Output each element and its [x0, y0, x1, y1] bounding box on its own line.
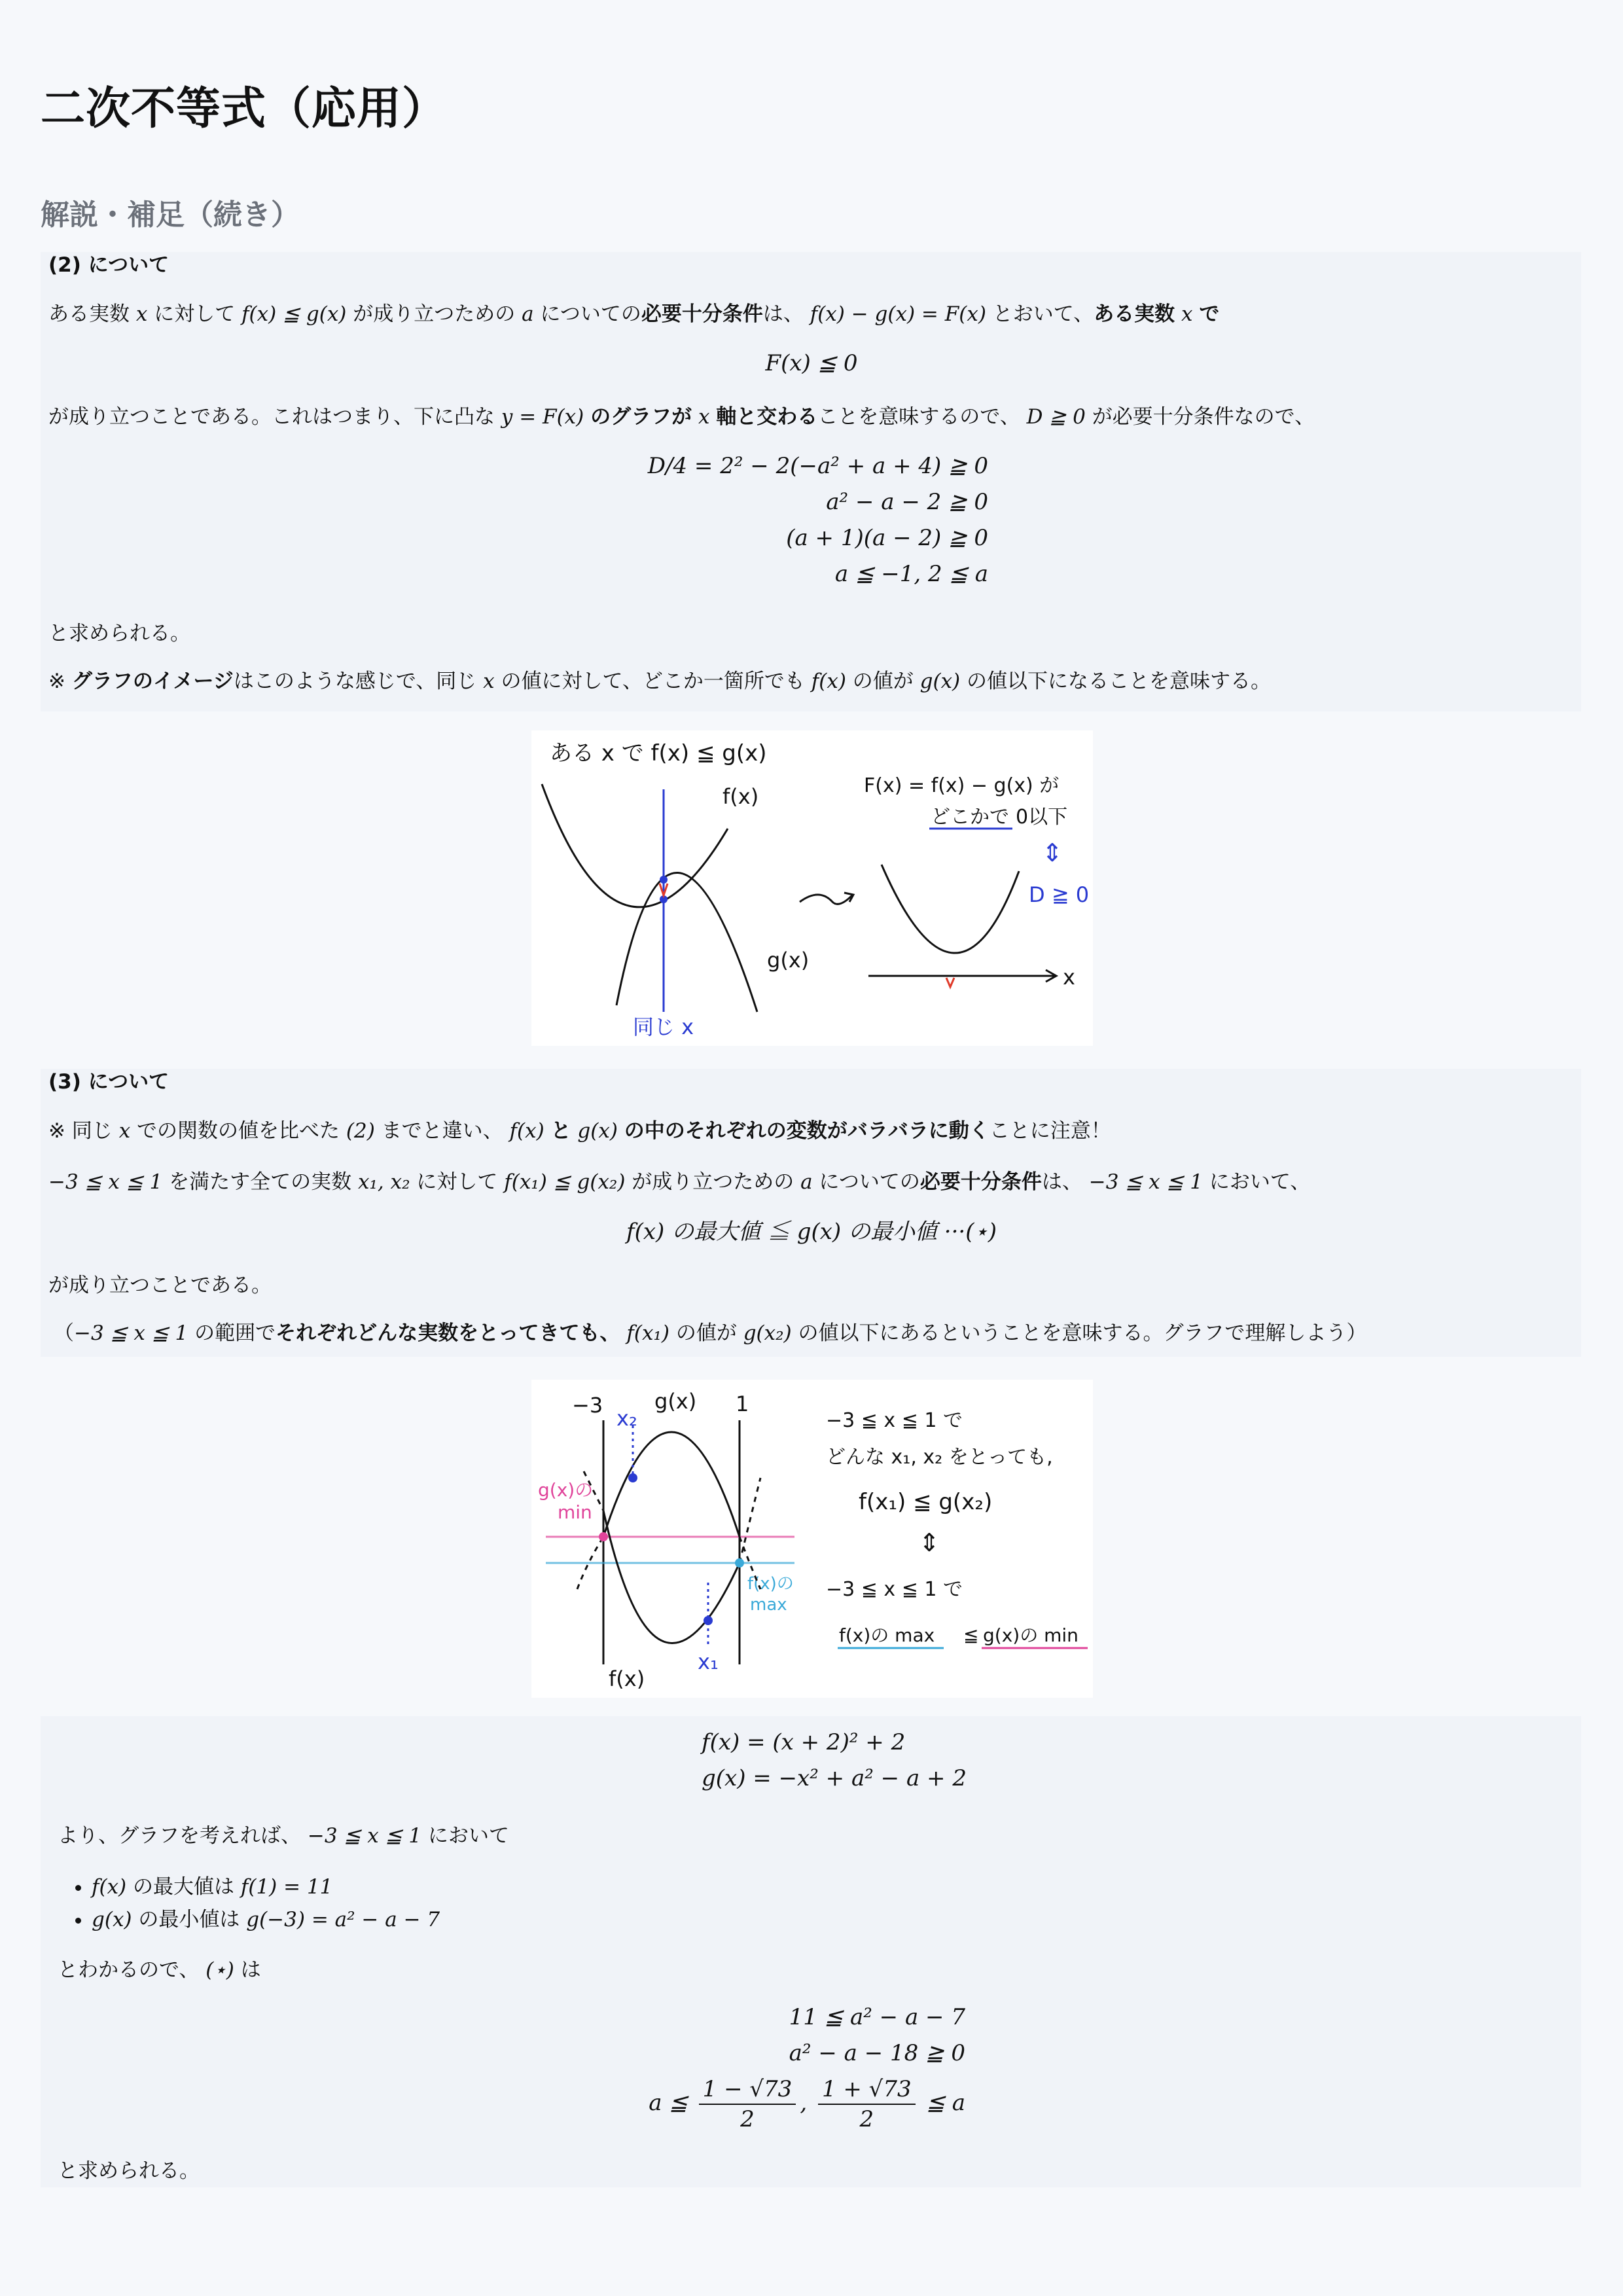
text: の最小値は	[138, 1908, 240, 1931]
display-equation: F(x) ≦ 0	[765, 350, 858, 376]
equation-line	[649, 2075, 965, 2134]
bold-text: のグラフが	[590, 405, 692, 429]
equation-line: a ≦ −1, 2 ≦ a	[834, 561, 988, 587]
denominator: 2	[740, 2106, 755, 2132]
bold-text: グラフのイメージ	[71, 670, 234, 693]
part2-heading: (2) について	[48, 253, 169, 277]
figure-label: D ≧ 0	[1029, 882, 1090, 907]
text: を満たす全ての実数	[169, 1170, 352, 1194]
figure-note: −3 ≦ x ≦ 1 で	[826, 1578, 963, 1601]
math: x₁, x₂	[358, 1170, 410, 1194]
text: において	[428, 1824, 509, 1848]
figure-note: −3 ≦ x ≦ 1 で	[826, 1409, 963, 1432]
part3-box	[41, 1069, 1581, 1357]
figure-note: どんな x₁, x₂ をとっても,	[826, 1446, 1053, 1469]
text: ※	[48, 670, 65, 693]
bold-text: 軸と交わる	[716, 405, 818, 429]
figure-label: f(x)の	[747, 1574, 794, 1594]
math: −3 ≦ x ≦ 1	[74, 1321, 188, 1345]
text: の値が	[675, 1321, 737, 1345]
point	[660, 876, 668, 884]
figure-label: min	[558, 1501, 592, 1523]
bold-text: 必要十分条件	[919, 1170, 1042, 1194]
text: ※ 同じ	[48, 1119, 113, 1143]
math: x	[483, 670, 495, 693]
denominator: 2	[859, 2106, 874, 2132]
x1-point	[704, 1616, 713, 1625]
equation-line: (a + 1)(a − 2) ≧ 0	[786, 525, 988, 551]
text: はこのような感じで、同じ	[233, 670, 477, 693]
figure-label: 0以下	[1016, 806, 1068, 829]
gx-curve	[616, 872, 757, 1012]
math: x	[698, 405, 710, 429]
text: ことに注意！	[989, 1119, 1111, 1143]
x2-point	[628, 1473, 637, 1482]
bold-text: それぞれどんな実数をとってきても、	[276, 1321, 620, 1345]
bold-text: の中のそれぞれの変数がバラバラに動く	[624, 1119, 990, 1143]
figure-label: f(x)	[609, 1666, 645, 1691]
result-list	[92, 1871, 440, 1936]
equation-line: 11 ≦ a² − a − 7	[789, 2004, 965, 2030]
part3-paragraph-4	[54, 1320, 1366, 1346]
math: ≦ a	[926, 2090, 965, 2116]
section-title: 解説・補足（続き）	[41, 198, 300, 232]
text: の値以下にあるということを意味する。グラフで理解しよう）	[798, 1321, 1367, 1345]
gmin-point	[599, 1532, 608, 1541]
math: (⋆)	[205, 1958, 234, 1982]
math: (2)	[346, 1119, 375, 1143]
equation-line: g(x) = −x² + a² − a + 2	[702, 1765, 967, 1791]
part2-paragraph-4	[48, 668, 1271, 694]
math: f(x) ≦ g(x)	[241, 302, 347, 326]
fmax-point	[735, 1558, 744, 1568]
numerator: 1 + √73	[818, 2075, 916, 2105]
part3b-paragraph-3: と求められる。	[58, 2159, 200, 2183]
math: D ≧ 0	[1026, 405, 1086, 429]
math: a	[800, 1170, 813, 1194]
transform-arrow	[800, 895, 852, 904]
numerator: 1 − √73	[699, 2075, 796, 2105]
math: −3 ≦ x ≦ 1	[307, 1824, 422, 1848]
text: についての	[540, 302, 641, 326]
figure-label: −3	[572, 1393, 603, 1418]
Fx-curve	[882, 865, 1019, 953]
figure-note: f(x₁) ≦ g(x₂)	[859, 1489, 993, 1515]
math: f(x)	[92, 1875, 127, 1899]
part3-heading: (3) について	[48, 1070, 169, 1094]
equation-line: a² − a − 18 ≧ 0	[789, 2040, 965, 2066]
bold-text: で	[1199, 302, 1220, 326]
list-item	[92, 1871, 440, 1903]
math: −3 ≦ x ≦ 1	[1088, 1170, 1204, 1194]
figure-label: g(x)	[654, 1389, 697, 1414]
equation-line: D/4 = 2² − 2(−a² + a + 4) ≧ 0	[647, 453, 988, 479]
equation-line: a² − a − 2 ≧ 0	[826, 489, 988, 515]
math: f(x₁) ≦ g(x₂)	[504, 1170, 626, 1194]
text: は、	[1041, 1170, 1082, 1194]
text: とおいて、	[992, 302, 1094, 326]
figure-note: f(x)の max	[839, 1624, 935, 1646]
figure-label: g(x)の	[538, 1479, 594, 1501]
math: −3 ≦ x ≦ 1	[48, 1170, 163, 1194]
figure-label: max	[750, 1595, 787, 1615]
figure-label: x	[1063, 965, 1075, 990]
math: g(x)	[919, 670, 961, 693]
math: y = F(x)	[501, 405, 584, 429]
fx-curve	[542, 784, 728, 907]
math: ,	[800, 2090, 808, 2116]
part3-paragraph-1	[48, 1118, 1111, 1144]
text: での関数の値を比べた	[137, 1119, 340, 1143]
figure-label: x₁	[698, 1649, 719, 1674]
math: f(x) − g(x) = F(x)	[810, 302, 986, 326]
figure-label: g(x)	[767, 948, 810, 973]
text: ことを意味するので、	[817, 405, 1020, 429]
math: g(−3) = a² − a − 7	[246, 1908, 440, 1931]
math: f(x)	[811, 670, 846, 693]
math: x	[118, 1119, 131, 1143]
text: は、	[762, 302, 804, 326]
figure-note: ≦	[963, 1624, 979, 1646]
text: が成り立つことである。これはつまり、下に凸な	[48, 405, 495, 429]
display-equation: f(x) の最大値 ≦ g(x) の最小値 ···(⋆)	[626, 1219, 997, 1245]
part3b-paragraph-2	[58, 1957, 261, 1983]
text: の値以下になることを意味する。	[967, 670, 1272, 693]
part3-paragraph-3: が成り立つことである。	[48, 1274, 272, 1297]
figure-label: ある x で f(x) ≦ g(x)	[550, 740, 767, 766]
math: f(x₁)	[626, 1321, 669, 1345]
text: の値が	[852, 670, 914, 693]
part3-paragraph-2	[48, 1169, 1310, 1195]
bold-text: と	[550, 1119, 571, 1143]
graph-image-2	[531, 1380, 1093, 1698]
figure-note: ⇕	[919, 1528, 940, 1557]
figure-label: F(x) = f(x) − g(x) が	[864, 774, 1060, 797]
page-title: 二次不等式（応用）	[41, 83, 448, 135]
math: f(x)	[509, 1119, 544, 1143]
fraction	[818, 2075, 916, 2134]
math: a	[522, 302, 534, 326]
math: f(1) = 11	[240, 1875, 333, 1899]
fx-curve-dashed	[740, 1478, 760, 1563]
text: の最大値は	[133, 1875, 235, 1899]
bold-text: ある実数	[1094, 302, 1175, 326]
text: が成り立つための	[353, 302, 516, 326]
text: が必要十分条件なので、	[1092, 405, 1315, 429]
text: までと違い、	[381, 1119, 503, 1143]
math: a ≦	[649, 2090, 688, 2116]
figure-note: g(x)の min	[983, 1624, 1079, 1646]
part3b-paragraph-1	[58, 1823, 509, 1849]
figure-label: 1	[736, 1391, 749, 1416]
list-item	[92, 1903, 440, 1936]
fx-curve	[603, 1511, 740, 1643]
text: は	[240, 1958, 261, 1982]
graph-image-1	[531, 730, 1093, 1046]
part2-paragraph-2	[48, 404, 1315, 430]
figure-label: 同じ x	[633, 1014, 694, 1039]
text: の範囲で	[194, 1321, 276, 1345]
math: g(x)	[92, 1908, 132, 1931]
text: に対して	[416, 1170, 498, 1194]
text: の値に対して、どこか一箇所でも	[501, 670, 805, 693]
math: x	[1181, 302, 1193, 326]
math: g(x₂)	[743, 1321, 792, 1345]
part2-paragraph-1	[48, 301, 1219, 327]
graph-image-2-svg	[531, 1380, 1093, 1698]
figure-label: f(x)	[722, 784, 759, 809]
part2-paragraph-3: と求められる。	[48, 622, 190, 645]
red-arrow	[946, 978, 954, 987]
figure-label: x₂	[616, 1406, 637, 1431]
text: についての	[819, 1170, 920, 1194]
math: g(x)	[577, 1119, 618, 1143]
fraction	[699, 2075, 796, 2134]
text: （	[54, 1321, 74, 1345]
text: において、	[1209, 1170, 1311, 1194]
text: ある実数	[48, 302, 130, 326]
gx-curve	[603, 1432, 740, 1537]
text: に対して	[154, 302, 236, 326]
text: とわかるので、	[58, 1958, 200, 1982]
bold-text: 必要十分条件	[641, 302, 763, 326]
equation-line: f(x) = (x + 2)² + 2	[702, 1729, 906, 1755]
text: より、グラフを考えれば、	[58, 1824, 301, 1848]
math: x	[135, 302, 148, 326]
figure-label: ⇕	[1042, 838, 1063, 867]
figure-label: どこかで	[931, 806, 1009, 829]
text: が成り立つための	[632, 1170, 794, 1194]
graph-image-1-svg	[531, 730, 1093, 1046]
